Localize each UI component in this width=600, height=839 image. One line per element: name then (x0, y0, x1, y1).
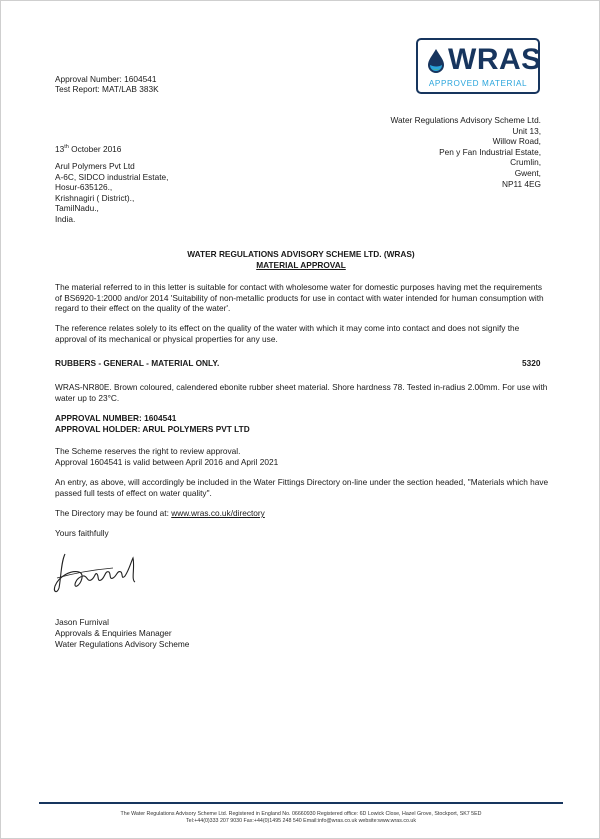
logo-wordmark: WRAS (448, 43, 542, 76)
approval-number-ref: Approval Number: 1604541 (55, 74, 157, 84)
document-subheading: MATERIAL APPROVAL (256, 260, 346, 270)
handwritten-signature (51, 548, 141, 598)
recipient-address-line: Hosur-635126., (55, 182, 113, 193)
material-description: WRAS-NR80E. Brown coloured, calendered ebonite rubber sheet material. Shore hardness 78. Tested in-radius 2.00mm. For use with water up to 23°C. (55, 382, 548, 403)
recipient-address-line: Arul Polymers Pvt Ltd (55, 161, 135, 171)
sender-address-line: Crumlin, (510, 157, 541, 168)
water-drop-icon (426, 48, 446, 74)
recipient-address-line: A-6C, SIDCO industrial Estate, (55, 171, 169, 182)
recipient-address-line: TamilNadu., (55, 203, 99, 214)
signatory-organisation: Water Regulations Advisory Scheme (55, 639, 190, 649)
wras-logo (416, 38, 540, 94)
directory-entry-paragraph: An entry, as above, will accordingly be included in the Water Fittings Directory on-line under the section headed, "Materials which have passed full tests of effect on water quality". (55, 477, 549, 498)
sender-address-line: Pen y Fan Industrial Estate, (439, 146, 541, 157)
sender-address-line: Unit 13, (512, 125, 541, 136)
scope-paragraph: The reference relates solely to its effect on the quality of the water with which it may come into contact and does not signify the approval of its mechanical or physical properties for any use. (55, 323, 520, 344)
directory-prefix: The Directory may be found at: (55, 508, 172, 518)
material-category: RUBBERS - GENERAL - MATERIAL ONLY. (55, 358, 220, 368)
signatory-title: Approvals & Enquiries Manager (55, 628, 172, 638)
sender-address-line: Gwent, (514, 167, 541, 178)
test-report-ref: Test Report: MAT/LAB 383K (55, 84, 159, 94)
directory-link[interactable]: www.wras.co.uk/directory (171, 508, 265, 518)
document-heading: WATER REGULATIONS ADVISORY SCHEME LTD. (WRAS) (187, 249, 415, 259)
directory-line (55, 508, 265, 519)
recipient-address-line: India. (55, 213, 76, 224)
date-suffix: th (64, 144, 69, 150)
sender-address-line: Willow Road, (492, 136, 541, 147)
suitability-paragraph: The material referred to in this letter is suitable for contact with wholesome water for domestic purposes having met the requirements of BS6920-1:2000 and/or 2014 'Suitability of non-metallic products for use in contact with water intended for human consumption with regard to their effect on the quality of the water'. (55, 282, 544, 314)
closing-salutation: Yours faithfully (55, 528, 109, 538)
date-rest: October 2016 (68, 143, 122, 154)
recipient-address (55, 161, 255, 225)
recipient-address-line: Krishnagiri ( District)., (55, 192, 135, 203)
logo-subtitle: APPROVED MATERIAL (428, 79, 528, 88)
approval-holder: APPROVAL HOLDER: ARUL POLYMERS PVT LTD (55, 424, 250, 434)
signatory-name: Jason Furnival (55, 617, 109, 627)
footer-divider (39, 802, 563, 804)
validity-notice: Approval 1604541 is valid between April 2016 and April 2021 (55, 457, 279, 467)
category-code: 5320 (522, 358, 541, 368)
sender-address-line: NP11 4EG (501, 178, 541, 189)
date-day: 13 (55, 143, 65, 154)
approval-number: APPROVAL NUMBER: 1604541 (55, 413, 177, 423)
sender-address-line: Water Regulations Advisory Scheme Ltd. (390, 115, 541, 125)
footer-registration: The Water Regulations Advisory Scheme Ltd. Registered in England No. 06660930 Registered office: 6D Lowick Close, Hazel Grove, Stockport, SK7 5ED (120, 811, 482, 817)
letter-date (55, 142, 121, 154)
footer-contact: Tel:+44(0)333 207 9030 Fax:+44(0)1495 248 540 Email:info@wras.co.uk website:www.wras.co.uk (185, 818, 417, 824)
sender-address (391, 115, 542, 189)
review-notice: The Scheme reserves the right to review approval. (55, 446, 241, 456)
